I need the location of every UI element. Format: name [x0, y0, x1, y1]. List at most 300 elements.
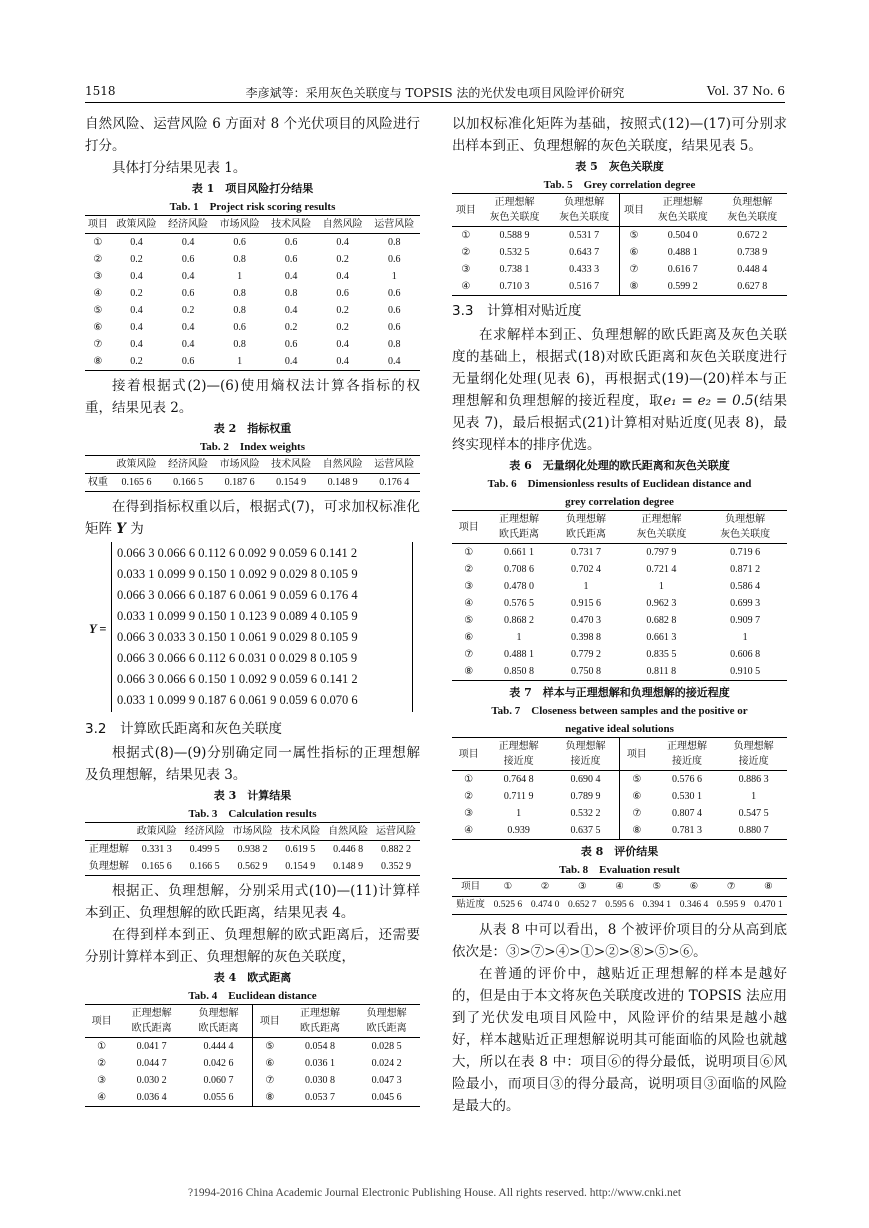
table-cell: 0.547 5: [738, 808, 769, 819]
table-cell: ④: [464, 598, 474, 609]
table-caption-cn: 表 6 无量纲化处理的欧氏距离和灰色关联度: [509, 459, 730, 472]
col-header-line: 正理想解: [131, 1008, 172, 1019]
table-cell: 0.721 4: [646, 564, 677, 575]
table-caption-en: Tab. 5 Grey correlation degree: [543, 179, 696, 191]
table-cell: 0.444 4: [203, 1041, 234, 1052]
table-cell: ⑥: [252, 1055, 286, 1072]
table-cell: ⑦: [619, 805, 653, 822]
table-caption-en: Tab. 1 Project risk scoring results: [169, 201, 336, 213]
table-cell: 0.030 2: [136, 1075, 167, 1086]
matrix-label: Y =: [89, 622, 107, 636]
table-cell: 0.576 5: [504, 598, 534, 609]
table-cell: 0.2: [130, 356, 143, 367]
col-header: ⑤: [638, 879, 675, 897]
table-cell: ⑥: [619, 788, 653, 805]
col-header-line: 正理想解: [299, 1008, 340, 1019]
table-row: [85, 234, 420, 252]
section-heading: 3.3 计算相对贴近度: [452, 303, 582, 319]
table-cell: 0.8: [233, 305, 246, 316]
table-cell: 0.488 1: [504, 649, 534, 660]
table-cell: 权重: [87, 477, 108, 488]
col-header-line: 正理想解: [641, 514, 682, 525]
col-header: 运营风险: [368, 216, 420, 234]
table-cell: 0.4: [284, 356, 298, 367]
table-cell: 1: [583, 581, 589, 592]
table-row: [85, 285, 420, 302]
volume-info: Vol. 37 No. 6: [706, 84, 785, 98]
table-cell: 0.616 7: [667, 264, 698, 275]
table-cell: ⑥: [93, 322, 103, 333]
table-cell: 0.6: [181, 288, 195, 299]
col-header: 项目: [619, 738, 653, 771]
table-cell: 0.4: [130, 305, 143, 316]
table-4-body: [85, 1038, 420, 1107]
table-cell: 1: [751, 791, 757, 802]
table-row: [452, 771, 787, 789]
table-cell: ⑤: [252, 1038, 286, 1056]
table-cell: 0.6: [336, 288, 349, 299]
table-cell: 0.909 7: [730, 615, 761, 626]
table-cell: 0.850 8: [504, 666, 534, 677]
table-5: [452, 193, 787, 296]
col-header-line: 正理想解: [498, 741, 539, 752]
table-cell: 0.637 5: [570, 825, 601, 836]
table-cell: 0.882 2: [381, 844, 412, 855]
matrix-row: 0.066 3 0.066 6 0.187 6 0.061 9 0.059 6 0.176 4: [117, 588, 358, 602]
table-cell: 0.8: [387, 237, 401, 248]
table-cell: 0.398 8: [571, 632, 601, 643]
table-cell: 0.4: [181, 339, 195, 350]
paragraph: 自然风险、运营风险 6 方面对 8 个光伏项目的风险进行打分。: [85, 116, 420, 154]
table-cell: 0.2: [130, 254, 143, 265]
table-cell: 0.448 4: [737, 264, 768, 275]
table-row: [85, 251, 420, 268]
table-cell: 0.044 7: [136, 1058, 167, 1069]
table-row: [452, 244, 787, 261]
table-cell: 0.028 5: [371, 1041, 402, 1052]
col-header: 市场风险: [214, 216, 266, 234]
table-caption-cn: 表 1 项目风险打分结果: [191, 182, 314, 195]
table-cell: 0.530 1: [671, 791, 702, 802]
table-2: [85, 455, 420, 492]
table-cell: 0.6: [387, 254, 401, 265]
col-header: ④: [601, 879, 638, 897]
table-row: [452, 261, 787, 278]
table-cell: 0.588 9: [499, 230, 530, 241]
col-header: [703, 511, 787, 544]
table-cell: 0.470 1: [754, 900, 783, 910]
col-header: 市场风险: [229, 823, 277, 841]
table-row: [85, 858, 420, 876]
col-header: 项目: [619, 194, 647, 227]
table-cell: 0.4: [336, 339, 349, 350]
table-8: [452, 878, 787, 915]
table-cell: ⑦: [464, 649, 474, 660]
table-cell: ⑥: [464, 632, 474, 643]
col-header-line: 负理想解: [198, 1008, 239, 1019]
equation: e₁ = e₂ = 0.5: [663, 393, 754, 409]
col-header: 自然风险: [317, 456, 369, 474]
table-caption-en: Tab. 6 Dimensionless results of Euclidean distance and: [487, 478, 752, 490]
table-cell: 0.166 5: [173, 477, 204, 488]
col-header: ①: [489, 879, 526, 897]
col-header-line: 负理想解: [565, 741, 606, 752]
table-cell: 0.738 9: [737, 247, 768, 258]
matrix-row: 0.033 1 0.099 9 0.150 1 0.092 9 0.029 8 0.105 9: [117, 567, 358, 581]
table-cell: 0.331 3: [141, 844, 172, 855]
table-cell: ①: [464, 547, 474, 558]
table-row: [452, 595, 787, 612]
table-cell: 0.871 2: [730, 564, 761, 575]
matrix-row: 0.033 1 0.099 9 0.150 1 0.123 9 0.089 4 0.105 9: [117, 609, 358, 623]
col-header: [654, 738, 721, 771]
table-row: [452, 629, 787, 646]
table-cell: ⑤: [464, 615, 474, 626]
col-header: 项目: [452, 194, 480, 227]
table-cell: 0.176 4: [379, 477, 410, 488]
table-cell: 0.595 9: [716, 900, 746, 910]
paragraph: [85, 496, 420, 540]
table-cell: 0.165 6: [121, 477, 152, 488]
table-cell: 0.036 1: [304, 1058, 335, 1069]
table-cell: ②: [93, 254, 103, 265]
table-cell: ①: [97, 1041, 107, 1052]
col-header: [287, 1005, 354, 1038]
table-cell: 1: [516, 632, 522, 643]
table-cell: 0.4: [130, 339, 143, 350]
table-cell: 0.576 6: [671, 774, 702, 785]
col-header: ⑧: [750, 879, 787, 897]
table-cell: 0.478 0: [504, 581, 534, 592]
table-cell: 0.516 7: [569, 281, 600, 292]
table-cell: 0.4: [130, 237, 143, 248]
table-cell: 0.4: [130, 271, 143, 282]
table-cell: 0.652 7: [568, 900, 597, 910]
table-cell: 0.474 0: [530, 900, 560, 910]
table-row: [85, 1038, 420, 1056]
col-header: [480, 194, 550, 227]
table-cell: 0.148 9: [333, 861, 364, 872]
paragraph: 在普通的评价中，越贴近正理想解的样本是越好的，但是由于本文将灰色关联度改进的 TOPSIS 法应用到了光伏发电项目风险中，风险评价的结果是越小越好，样本越贴近正理想解说明其可能面临的风险也就越大，所以在表 8 中：项目⑥的得分最低，说明项目⑥风险最小，而项目③的得分最高，说明项目③面临的风险是最大的。: [452, 966, 787, 1114]
table-cell: ②: [97, 1058, 107, 1069]
col-header: [717, 194, 787, 227]
table-cell: 0.6: [387, 305, 401, 316]
table-cell: ③: [461, 264, 471, 275]
matrix-row: 0.033 1 0.099 9 0.187 6 0.061 9 0.059 6 0.070 6: [117, 693, 358, 707]
table-3-body: [85, 841, 420, 876]
table-cell: 1: [237, 271, 243, 282]
table-cell: 0.6: [233, 322, 246, 333]
col-header: 政策风险: [133, 823, 181, 841]
table-row: [452, 227, 787, 245]
col-header: [85, 456, 111, 474]
table-row: [452, 578, 787, 595]
table-cell: 0.346 4: [679, 900, 709, 910]
col-header: 自然风险: [324, 823, 372, 841]
table-cell: ③: [464, 581, 474, 592]
table-cell: 0.8: [387, 339, 401, 350]
table-caption-cn: 表 8 评价结果: [580, 845, 659, 858]
table-cell: 0.661 1: [504, 547, 534, 558]
table-cell: 0.939: [507, 825, 530, 836]
table-cell: 0.4: [387, 356, 401, 367]
table-caption-en: Tab. 3 Calculation results: [188, 808, 317, 820]
table-cell: ⑥: [619, 244, 647, 261]
table-cell: 0.030 8: [304, 1075, 335, 1086]
table-cell: 0.6: [181, 254, 195, 265]
col-header: 市场风险: [214, 456, 266, 474]
col-header-line: 欧氏距离: [198, 1023, 239, 1034]
table-cell: 0.750 8: [571, 666, 601, 677]
table-cell: 0.165 6: [141, 861, 172, 872]
table-cell: 0.6: [233, 237, 246, 248]
col-header-line: 负理想解: [733, 741, 774, 752]
table-cell: ⑤: [93, 305, 103, 316]
table-cell: 0.719 6: [730, 547, 761, 558]
col-header-line: 正理想解: [662, 197, 703, 208]
left-column: [85, 113, 420, 1111]
col-header-line: 灰色关联度: [489, 212, 540, 223]
table-cell: 0.643 7: [569, 247, 600, 258]
paragraph: 在得到样本到正、负理想解的欧式距离后，还需要分别计算样本到正、负理想解的灰色关联度，: [85, 927, 420, 965]
table-cell: 0.6: [284, 254, 298, 265]
table-cell: ⑤: [619, 771, 653, 789]
table-cell: 0.880 7: [738, 825, 769, 836]
table-row: [85, 1072, 420, 1089]
col-header: [549, 194, 619, 227]
table-cell: 0.599 2: [667, 281, 698, 292]
table-cell: 0.738 1: [499, 264, 530, 275]
table-cell: 0.915 6: [571, 598, 601, 609]
table-cell: ⑧: [619, 278, 647, 296]
table-cell: ⑦: [619, 261, 647, 278]
table-row: [85, 1055, 420, 1072]
running-title: 李彦斌等：采用灰色关联度与 TOPSIS 法的光伏发电项目风险评价研究: [245, 86, 625, 100]
paragraph: 以加权标准化矩阵为基础，按照式(12)—(17)可分别求出样本到正、负理想解的灰色关联度，结果见表 5。: [452, 116, 787, 154]
text-span: 在求解样本到正、负理想解的欧氏距离及灰色关联度的基础上，根据式(18)对欧氏距离和灰色关联度进行无量纲化处理(见表 6)，再根据式(19)—(20)样本与正理想解和负理想解的接近程度，取: [452, 327, 787, 409]
col-header-line: 欧氏距离: [366, 1023, 407, 1034]
table-cell: 1: [658, 581, 664, 592]
table-cell: 0.938 2: [237, 844, 268, 855]
table-cell: ②: [464, 791, 474, 802]
table-cell: 0.2: [130, 288, 143, 299]
table-cell: 0.2: [336, 254, 349, 265]
table-cell: 0.4: [181, 237, 195, 248]
col-header: 项目: [85, 216, 111, 234]
table-row: [452, 805, 787, 822]
text-span: 为: [125, 521, 144, 537]
table-cell: 0.036 4: [136, 1092, 167, 1103]
table-cell: 0.781 3: [671, 825, 702, 836]
col-header: ⑥: [675, 879, 712, 897]
table-cell: 0.060 7: [203, 1075, 234, 1086]
table-cell: 0.4: [336, 271, 349, 282]
col-header: 项目: [452, 879, 489, 897]
col-header: 政策风险: [111, 456, 163, 474]
matrix-rows: [117, 543, 358, 711]
col-header-line: 欧氏距离: [299, 1023, 340, 1034]
col-header: 项目: [85, 1005, 118, 1038]
table-cell: 0.672 2: [737, 230, 768, 241]
table-1-body: [85, 234, 420, 371]
table-cell: 0.811 8: [646, 666, 677, 677]
col-header: [648, 194, 718, 227]
table-cell: 正理想解: [88, 844, 129, 855]
table-7: [452, 737, 787, 840]
table-cell: 0.4: [181, 271, 195, 282]
table-cell: 0.595 6: [605, 900, 634, 910]
col-header-line: 负理想解: [564, 197, 605, 208]
matrix-row: 0.066 3 0.066 6 0.112 6 0.092 9 0.059 6 0.141 2: [117, 546, 358, 560]
table-cell: 0.562 9: [237, 861, 268, 872]
section-heading: 3.2 计算欧氏距离和灰色关联度: [85, 721, 282, 737]
running-header: [85, 82, 785, 103]
table-cell: ①: [93, 237, 103, 248]
table-cell: 0.4: [284, 305, 298, 316]
table-cell: ④: [461, 281, 471, 292]
col-header-line: 欧氏距离: [499, 529, 539, 540]
table-row: [452, 788, 787, 805]
table-cell: 0.2: [336, 305, 349, 316]
table-cell: 0.532 2: [570, 808, 601, 819]
table-cell: ⑧: [619, 822, 653, 840]
table-cell: 0.627 8: [737, 281, 768, 292]
table-cell: 0.868 2: [504, 615, 534, 626]
table-cell: 0.525 6: [493, 900, 523, 910]
table-cell: 0.394 1: [642, 900, 671, 910]
table-cell: 0.4: [181, 322, 195, 333]
matrix-y: [85, 542, 420, 714]
table-row: [452, 822, 787, 840]
table-cell: 0.024 2: [371, 1058, 402, 1069]
table-cell: 0.8: [284, 288, 298, 299]
table-cell: 0.041 7: [136, 1041, 167, 1052]
table-cell: 0.4: [336, 237, 349, 248]
table-cell: ③: [97, 1075, 107, 1086]
col-header: [720, 738, 787, 771]
table-cell: ③: [464, 808, 474, 819]
col-header-line: 接近度: [570, 756, 601, 767]
table-caption-en: Tab. 4 Euclidean distance: [188, 990, 317, 1002]
table-6-body: [452, 544, 787, 681]
table-cell: 0.702 4: [571, 564, 601, 575]
col-header: ②: [526, 879, 563, 897]
paragraph: 根据式(8)—(9)分别确定同一属性指标的正理想解及负理想解，结果见表 3。: [85, 745, 420, 783]
table-cell: 0.789 9: [570, 791, 601, 802]
col-header-line: 负理想解: [725, 514, 766, 525]
table-cell: 0.532 5: [499, 247, 530, 258]
text-span: 在得到指标权重以后，根据式(7)，可求加权标准化矩阵: [85, 499, 420, 537]
table-cell: 0.6: [181, 356, 195, 367]
table-cell: ⑧: [93, 356, 103, 367]
col-header-line: 负理想解: [566, 514, 606, 525]
table-2-body: [85, 474, 420, 492]
col-header: [552, 738, 620, 771]
table-cell: 0.187 6: [224, 477, 255, 488]
table-cell: 0.690 4: [570, 774, 601, 785]
table-caption-en: Tab. 8 Evaluation result: [559, 864, 680, 876]
table-cell: 0.606 8: [730, 649, 761, 660]
table-5-body: [452, 227, 787, 296]
table-cell: 0.886 3: [738, 774, 769, 785]
table-cell: 0.619 5: [285, 844, 316, 855]
table-cell: 0.053 7: [304, 1092, 335, 1103]
col-header-line: 接近度: [671, 756, 702, 767]
col-header-line: 正理想解: [499, 514, 539, 525]
table-row: [452, 663, 787, 681]
table-row: [85, 353, 420, 371]
col-header-line: 接近度: [738, 756, 769, 767]
table-cell: 1: [742, 632, 748, 643]
table-row: [452, 278, 787, 296]
table-1: [85, 215, 420, 371]
table-cell: ①: [464, 774, 474, 785]
table-cell: 负理想解: [88, 861, 129, 872]
table-cell: 0.807 4: [671, 808, 702, 819]
col-header-line: 欧氏距离: [131, 1023, 172, 1034]
table-caption-en: grey correlation degree: [565, 496, 674, 508]
table-cell: 0.055 6: [203, 1092, 234, 1103]
table-row: [452, 561, 787, 578]
table-cell: 贴近度: [456, 900, 485, 910]
table-cell: 0.699 3: [730, 598, 761, 609]
table-cell: 0.2: [336, 322, 349, 333]
col-header: [85, 823, 133, 841]
table-cell: ④: [464, 825, 474, 836]
table-cell: ③: [93, 271, 103, 282]
table-cell: 0.586 4: [730, 581, 761, 592]
table-cell: 0.154 9: [285, 861, 316, 872]
table-cell: ②: [461, 247, 471, 258]
col-header: 技术风险: [265, 456, 317, 474]
col-header-line: 灰色关联度: [636, 529, 687, 540]
table-3: [85, 822, 420, 876]
table-cell: 0.731 7: [571, 547, 601, 558]
col-header-line: 欧氏距离: [566, 529, 606, 540]
table-row: [452, 544, 787, 562]
table-cell: 0.6: [284, 237, 298, 248]
table-row: [85, 1089, 420, 1107]
table-cell: 0.4: [130, 322, 143, 333]
table-cell: 0.2: [181, 305, 195, 316]
table-cell: 0.2: [284, 322, 298, 333]
col-header: 项目: [252, 1005, 286, 1038]
table-row: [85, 336, 420, 353]
table-cell: 0.154 9: [276, 477, 307, 488]
table-cell: ⑤: [619, 227, 647, 245]
col-header: 技术风险: [276, 823, 324, 841]
col-header: [486, 511, 553, 544]
table-cell: 0.470 3: [571, 615, 601, 626]
col-header: 项目: [452, 738, 485, 771]
col-header: [553, 511, 620, 544]
table-cell: 0.531 7: [569, 230, 600, 241]
table-cell: 0.962 3: [646, 598, 677, 609]
col-header: 技术风险: [265, 216, 317, 234]
col-header: [485, 738, 552, 771]
table-cell: 0.042 6: [203, 1058, 234, 1069]
table-cell: 0.433 3: [569, 264, 600, 275]
table-cell: 0.797 9: [646, 547, 677, 558]
table-caption-en: Tab. 2 Index weights: [199, 441, 306, 453]
table-caption-cn: 表 3 计算结果: [213, 789, 292, 802]
table-cell: 0.711 9: [503, 791, 534, 802]
table-cell: ①: [461, 230, 471, 241]
col-header: [353, 1005, 420, 1038]
col-header-line: 正理想解: [666, 741, 707, 752]
table-cell: 0.045 6: [371, 1092, 402, 1103]
table-caption-cn: 表 2 指标权重: [213, 422, 292, 435]
